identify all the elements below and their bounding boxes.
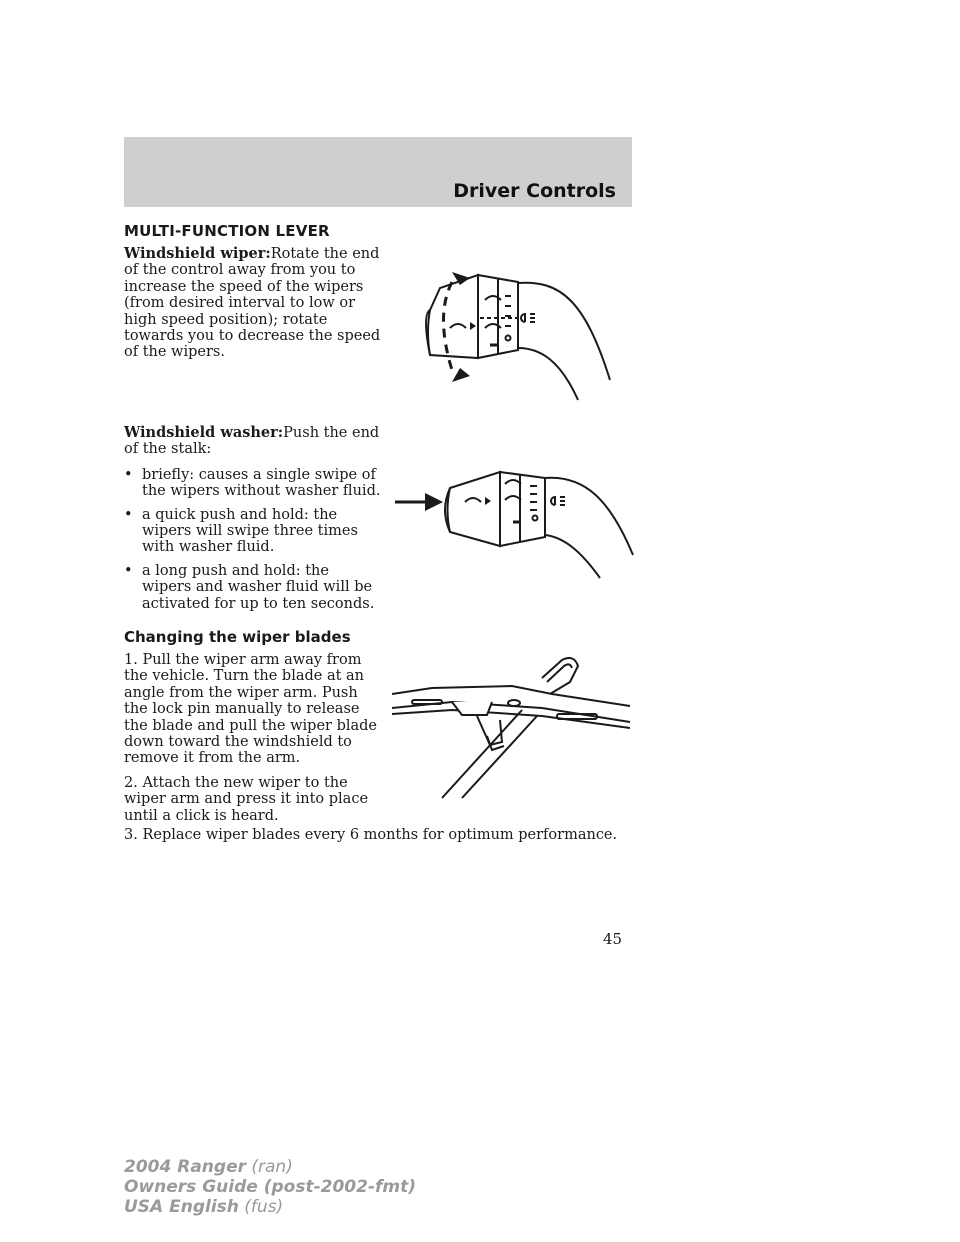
step-1: 1. Pull the wiper arm away from the vehicle. Turn the blade at an angle from the wiper arm. Push the lock pin manually to release the blade and pull the wiper blade down toward the windshield to remove it from the arm. xyxy=(124,652,378,767)
stalk-lower-edge xyxy=(518,348,578,400)
wiper-lead: Windshield wiper: xyxy=(124,245,271,262)
wiper-rotate-illustration xyxy=(400,240,640,405)
washer-section xyxy=(124,425,382,619)
wiper-paragraph xyxy=(124,246,382,361)
wiper-text: Rotate the end of the control away from you to increase the speed of the wipers (from desired interval to low or high speed position); rotate towards you to decrease the speed of the wipers. xyxy=(124,246,381,361)
header-title: Driver Controls xyxy=(453,180,616,202)
page-number: 45 xyxy=(603,930,623,948)
footer-model: 2004 Ranger xyxy=(124,1157,246,1177)
footer-language-code: (fus) xyxy=(244,1197,284,1217)
step-3: 3. Replace wiper blades every 6 months for optimum performance. xyxy=(124,827,618,843)
washer-bullets xyxy=(124,467,382,612)
washer-push-illustration xyxy=(395,460,640,585)
stalk-upper-edge xyxy=(518,283,610,380)
header-band xyxy=(124,137,632,207)
footer xyxy=(124,1157,416,1217)
step-2: 2. Attach the new wiper to the wiper arm and press it into place until a click is heard. xyxy=(124,774,369,824)
headlamp-icon xyxy=(521,314,535,322)
section-heading: MULTI-FUNCTION LEVER xyxy=(124,222,330,240)
blades-steps xyxy=(124,652,382,832)
bullet-item: • briefly: causes a single swipe of the wipers without washer fluid. xyxy=(124,466,381,500)
wiper-blade-illustration xyxy=(392,650,630,800)
footer-model-code: (ran) xyxy=(251,1157,293,1177)
washer-text: Push the end of the stalk: xyxy=(124,425,380,458)
footer-language: USA English xyxy=(124,1197,239,1217)
washer-lead: Windshield washer: xyxy=(124,424,284,441)
blades-heading: Changing the wiper blades xyxy=(124,628,351,646)
bullet-item: • a quick push and hold: the wipers will swipe three times with washer fluid. xyxy=(124,506,358,556)
footer-guide: Owners Guide (post-2002-fmt) xyxy=(124,1177,417,1197)
stalk-cap xyxy=(426,275,478,358)
bullet-item: • a long push and hold: the wipers and washer fluid will be activated for up to ten seconds. xyxy=(124,562,375,612)
